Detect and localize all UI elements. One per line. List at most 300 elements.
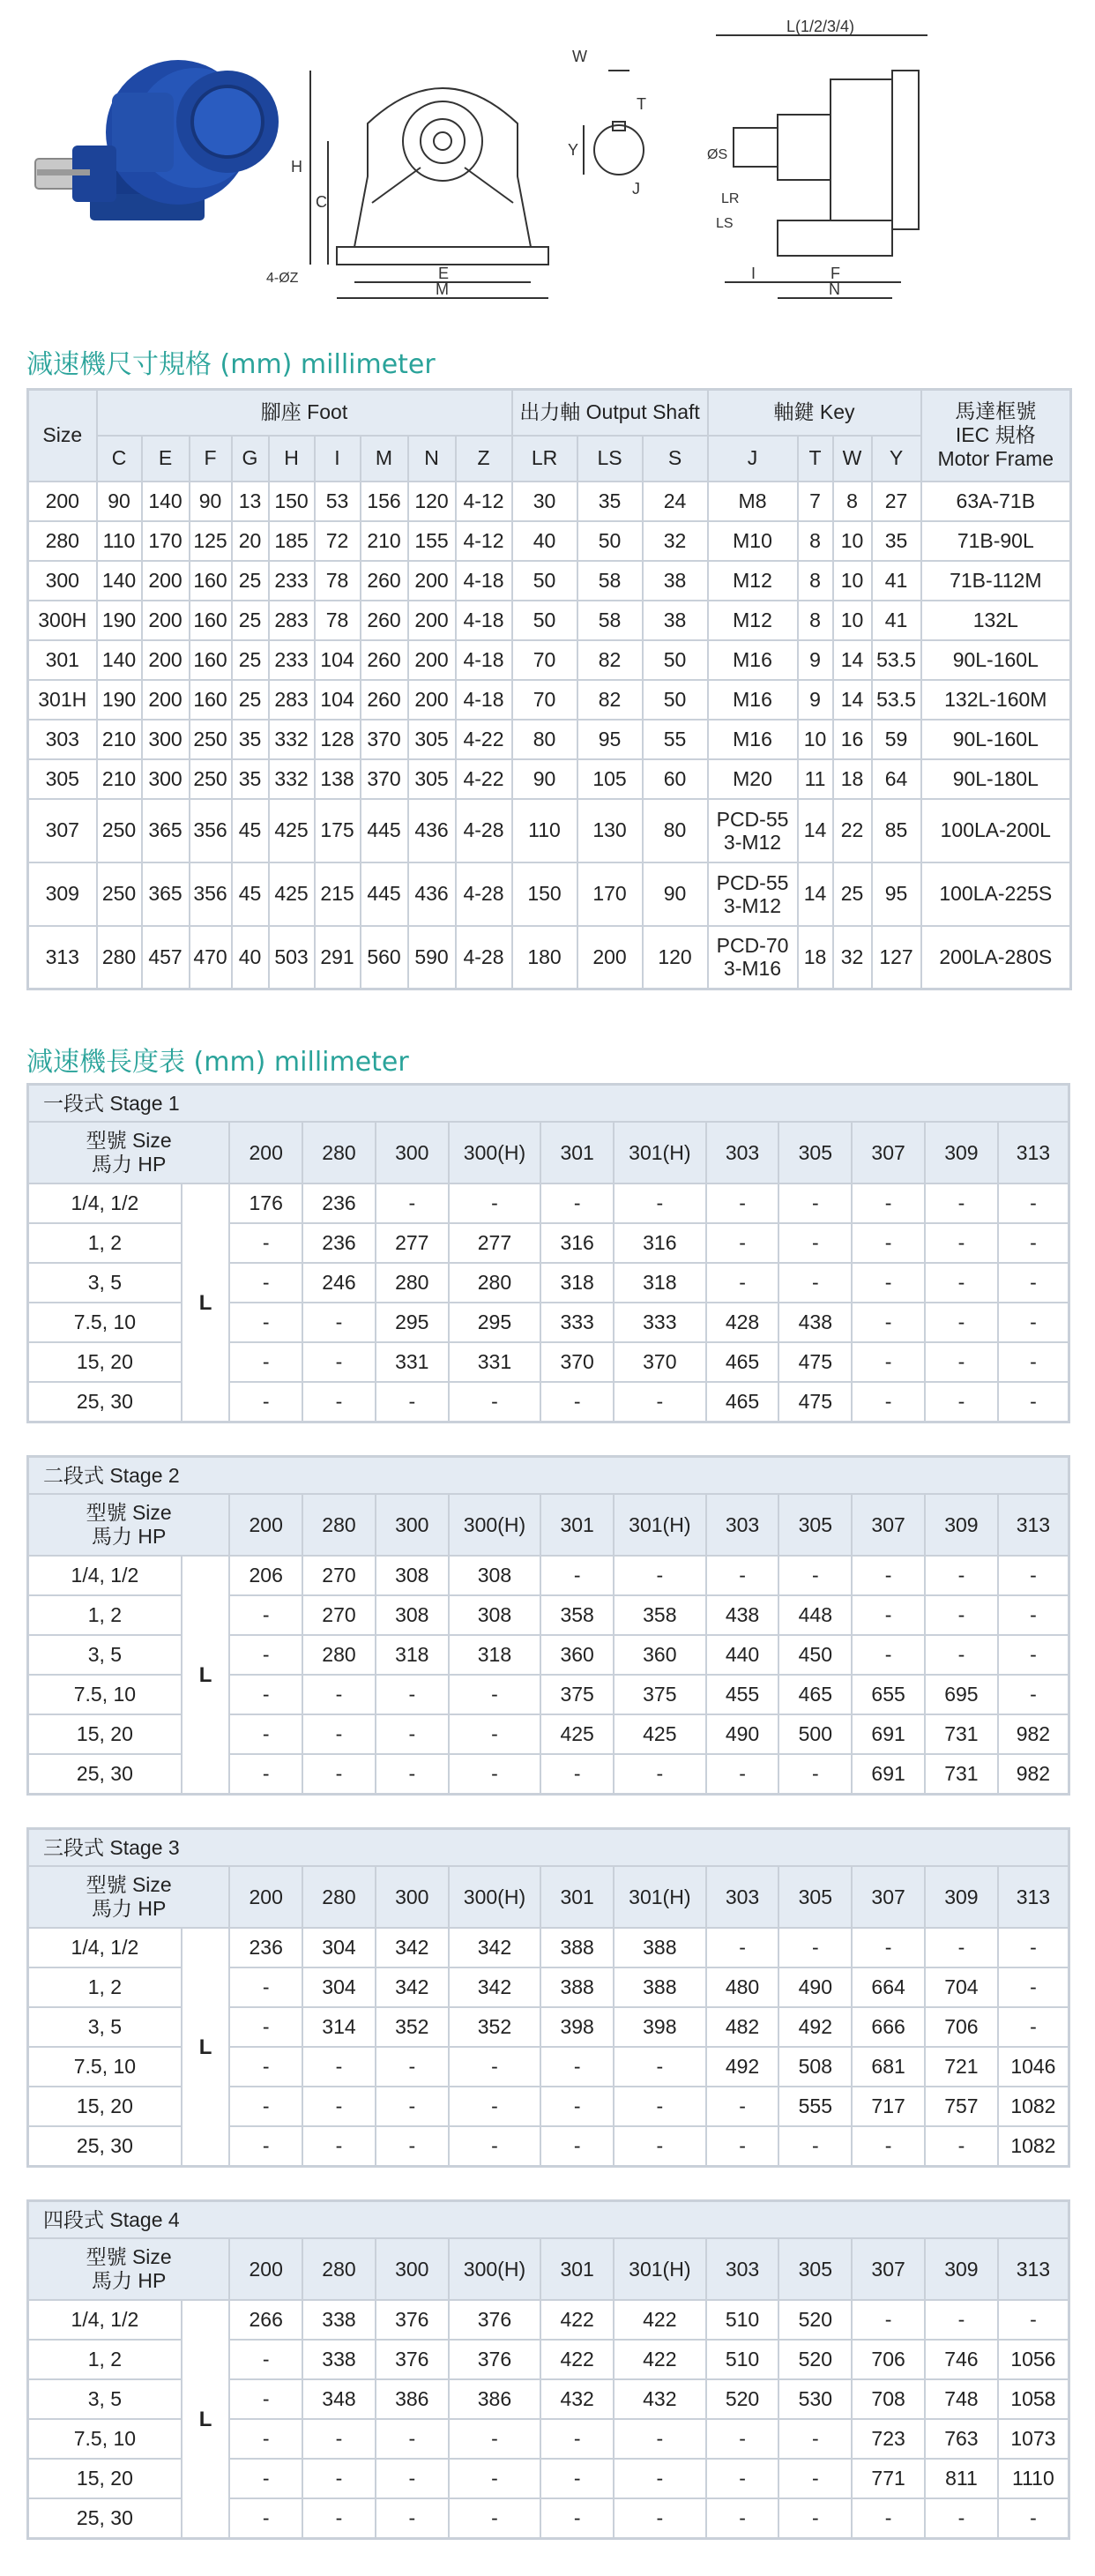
spec-cell: 80 — [643, 799, 708, 862]
length-cell: 360 — [614, 1635, 706, 1675]
stage-label: 三段式 Stage 3 — [28, 1829, 1069, 1867]
spec-cell: 95 — [577, 720, 643, 759]
length-cell: 352 — [376, 2007, 449, 2047]
length-cell: - — [998, 1303, 1069, 1342]
length-cell: 304 — [302, 1967, 376, 2007]
length-cell: - — [229, 2340, 302, 2379]
length-cell: 338 — [302, 2300, 376, 2340]
length-cell: - — [302, 1714, 376, 1754]
length-cell: - — [449, 1382, 541, 1422]
spec-cell: 4-18 — [456, 680, 512, 720]
length-cell: - — [778, 2126, 852, 2167]
length-cell: - — [376, 2087, 449, 2126]
spec-cell: M10 — [708, 521, 798, 561]
length-cell: 664 — [852, 1967, 925, 2007]
spec-cell: 14 — [798, 799, 833, 862]
spec-cell: 110 — [97, 521, 142, 561]
length-row — [28, 1928, 1069, 1967]
length-cell: 455 — [706, 1675, 779, 1714]
length-cell: - — [229, 1967, 302, 2007]
length-cell: - — [302, 1382, 376, 1422]
length-cell: 490 — [778, 1967, 852, 2007]
spec-cell: 305 — [408, 720, 456, 759]
length-cell: 695 — [925, 1675, 998, 1714]
spec-cell: 64 — [872, 759, 921, 799]
length-cell: - — [229, 1754, 302, 1795]
spec-cell: 90 — [97, 482, 142, 521]
length-cell: 308 — [449, 1595, 541, 1635]
spec-cell: 41 — [872, 561, 921, 601]
spec-cell: 200 — [577, 926, 643, 989]
length-cell: - — [706, 1183, 779, 1223]
spec-cell: 356 — [190, 799, 232, 862]
svg-text:C: C — [316, 193, 327, 211]
length-cell: - — [925, 1595, 998, 1635]
length-cell: 666 — [852, 2007, 925, 2047]
length-cell: - — [449, 2087, 541, 2126]
length-cell: 448 — [778, 1595, 852, 1635]
length-cell: - — [449, 1714, 541, 1754]
svg-text:ØS: ØS — [707, 147, 728, 162]
spec-cell: 8 — [798, 521, 833, 561]
spec-cell: 250 — [97, 862, 142, 926]
length-cell: - — [925, 1635, 998, 1675]
length-cell: 748 — [925, 2379, 998, 2419]
spec-cell: 10 — [833, 521, 872, 561]
spec-row — [28, 640, 1071, 680]
spec-column-header: LS — [577, 436, 643, 482]
length-cell: - — [778, 1928, 852, 1967]
spec-column-header: J — [708, 436, 798, 482]
spec-cell: 283 — [269, 601, 315, 640]
spec-column-header: F — [190, 436, 232, 482]
spec-cell: 59 — [872, 720, 921, 759]
length-cell: 465 — [706, 1382, 779, 1422]
spec-cell: 4-18 — [456, 640, 512, 680]
length-cell: 376 — [376, 2300, 449, 2340]
spec-cell: 32 — [833, 926, 872, 989]
spec-cell: 132L-160M — [921, 680, 1071, 720]
length-cell: 348 — [302, 2379, 376, 2419]
spec-cell: 25 — [232, 640, 269, 680]
size-column-header: 280 — [302, 2238, 376, 2300]
spec-cell: 125 — [190, 521, 232, 561]
spec-cell: 140 — [97, 561, 142, 601]
spec-cell: 90L-160L — [921, 720, 1071, 759]
hp-cell: 1, 2 — [28, 2340, 182, 2379]
spec-column-header: T — [798, 436, 833, 482]
svg-text:W: W — [572, 48, 587, 65]
spec-cell: 53.5 — [872, 640, 921, 680]
spec-column-header: H — [269, 436, 315, 482]
spec-cell: 10 — [798, 720, 833, 759]
length-cell: - — [376, 2126, 449, 2167]
length-cell: - — [302, 2047, 376, 2087]
spec-cell: 250 — [190, 759, 232, 799]
spec-cell: M8 — [708, 482, 798, 521]
length-cell: 438 — [706, 1595, 779, 1635]
spec-cell: 457 — [142, 926, 190, 989]
length-cell: 721 — [925, 2047, 998, 2087]
length-cell: 480 — [706, 1967, 779, 2007]
spec-row — [28, 561, 1071, 601]
length-cell: 555 — [778, 2087, 852, 2126]
shaft-end-drawing — [568, 48, 646, 198]
length-cell: - — [925, 1928, 998, 1967]
length-cell: 270 — [302, 1595, 376, 1635]
length-cell: 386 — [449, 2379, 541, 2419]
spec-cell: PCD-70 3-M16 — [708, 926, 798, 989]
spec-cell: 140 — [142, 482, 190, 521]
length-cell: - — [852, 1303, 925, 1342]
spec-cell: 10 — [833, 561, 872, 601]
spec-cell: 104 — [315, 680, 361, 720]
spec-cell: M12 — [708, 561, 798, 601]
length-cell: 316 — [614, 1223, 706, 1263]
spec-cell: 250 — [190, 720, 232, 759]
size-column-header: 300(H) — [449, 2238, 541, 2300]
spec-cell: 190 — [97, 680, 142, 720]
hp-cell: 3, 5 — [28, 2007, 182, 2047]
hp-cell: 25, 30 — [28, 1382, 182, 1422]
size-column-header: 305 — [778, 2238, 852, 2300]
hp-cell: 3, 5 — [28, 1635, 182, 1675]
length-cell: 370 — [540, 1342, 614, 1382]
length-cell: 176 — [229, 1183, 302, 1223]
spec-cell: 70 — [512, 640, 577, 680]
length-cell: 763 — [925, 2419, 998, 2459]
spec-cell: 71B-112M — [921, 561, 1071, 601]
stage-4-length-table — [26, 2199, 1070, 2540]
length-cell: 1073 — [998, 2419, 1069, 2459]
length-cell: 500 — [778, 1714, 852, 1754]
length-cell: 691 — [852, 1714, 925, 1754]
length-cell: - — [998, 1342, 1069, 1382]
hp-cell: 1/4, 1/2 — [28, 1556, 182, 1595]
length-cell: - — [998, 2498, 1069, 2539]
hp-cell: 1, 2 — [28, 1223, 182, 1263]
length-cell: 492 — [706, 2047, 779, 2087]
spec-cell: 8 — [798, 561, 833, 601]
spec-cell: 80 — [512, 720, 577, 759]
spec-cell: 4-18 — [456, 601, 512, 640]
length-cell: - — [998, 1263, 1069, 1303]
length-cell: - — [376, 1675, 449, 1714]
size-column-header: 301(H) — [614, 2238, 706, 2300]
spec-cell: 105 — [577, 759, 643, 799]
size-column-header: 303 — [706, 1494, 779, 1556]
spec-cell: 260 — [361, 601, 408, 640]
length-cell: - — [540, 1382, 614, 1422]
spec-column-header: M — [361, 436, 408, 482]
size-column-header: 301(H) — [614, 1866, 706, 1928]
svg-text:E: E — [438, 265, 450, 282]
length-cell: - — [376, 1382, 449, 1422]
spec-cell: 503 — [269, 926, 315, 989]
spec-size-cell: 301H — [28, 680, 97, 720]
spec-cell: 425 — [269, 799, 315, 862]
length-cell: - — [229, 2047, 302, 2087]
spec-cell: 13 — [232, 482, 269, 521]
length-cell: - — [852, 1382, 925, 1422]
length-cell: 717 — [852, 2087, 925, 2126]
output-shaft-group-header: 出力軸 Output Shaft — [512, 390, 708, 436]
length-cell: 1046 — [998, 2047, 1069, 2087]
spec-row — [28, 720, 1071, 759]
spec-cell: 4-22 — [456, 720, 512, 759]
spec-cell: M16 — [708, 720, 798, 759]
length-cell: 428 — [706, 1303, 779, 1342]
spec-cell: 4-28 — [456, 799, 512, 862]
hp-cell: 7.5, 10 — [28, 2419, 182, 2459]
spec-cell: 72 — [315, 521, 361, 561]
stage-1-length-table — [26, 1083, 1070, 1423]
spec-cell: 445 — [361, 862, 408, 926]
size-column-header: 307 — [852, 1866, 925, 1928]
length-cell: - — [925, 1223, 998, 1263]
length-cell: - — [229, 1223, 302, 1263]
length-cell: 370 — [614, 1342, 706, 1382]
spec-cell: 150 — [512, 862, 577, 926]
length-cell: 681 — [852, 2047, 925, 2087]
spec-cell: 50 — [643, 680, 708, 720]
spec-cell: 35 — [577, 482, 643, 521]
spec-section-title: 減速機尺寸規格 (mm) millimeter — [26, 349, 436, 380]
spec-cell: 233 — [269, 640, 315, 680]
spec-cell: 260 — [361, 680, 408, 720]
size-column-header: 301(H) — [614, 1494, 706, 1556]
length-cell: - — [614, 2498, 706, 2539]
length-cell: - — [852, 1556, 925, 1595]
length-cell: - — [376, 2498, 449, 2539]
size-hp-header: 型號 Size 馬力 HP — [28, 1866, 230, 1928]
spec-cell: 160 — [190, 561, 232, 601]
spec-cell: 10 — [833, 601, 872, 640]
spec-cell: M20 — [708, 759, 798, 799]
spec-row — [28, 799, 1071, 862]
length-cell: - — [852, 2498, 925, 2539]
spec-cell: 436 — [408, 862, 456, 926]
spec-size-cell: 309 — [28, 862, 97, 926]
size-column-header: 303 — [706, 1122, 779, 1183]
length-cell: - — [925, 1382, 998, 1422]
length-cell: - — [706, 2419, 779, 2459]
length-cell: 706 — [852, 2340, 925, 2379]
length-l-label: L — [182, 1928, 229, 2167]
spec-size-cell: 200 — [28, 482, 97, 521]
size-column-header: 301 — [540, 1494, 614, 1556]
svg-text:LS: LS — [716, 216, 734, 231]
spec-cell: 356 — [190, 862, 232, 926]
length-cell: 398 — [614, 2007, 706, 2047]
size-column-header: 301 — [540, 1866, 614, 1928]
length-cell: - — [614, 1754, 706, 1795]
stage-label: 一段式 Stage 1 — [28, 1085, 1069, 1123]
size-hp-header: 型號 Size 馬力 HP — [28, 2238, 230, 2300]
length-cell: 1082 — [998, 2087, 1069, 2126]
length-cell: 358 — [614, 1595, 706, 1635]
length-cell: 376 — [449, 2300, 541, 2340]
length-row — [28, 2300, 1069, 2340]
length-cell: 811 — [925, 2459, 998, 2498]
spec-cell: 200 — [142, 640, 190, 680]
spec-column-header: Y — [872, 436, 921, 482]
length-cell: - — [229, 2379, 302, 2419]
spec-column-header: G — [232, 436, 269, 482]
spec-cell: 170 — [577, 862, 643, 926]
length-cell: 388 — [540, 1967, 614, 2007]
spec-column-header: N — [408, 436, 456, 482]
spec-cell: 260 — [361, 640, 408, 680]
spec-cell: 50 — [577, 521, 643, 561]
spec-cell: 7 — [798, 482, 833, 521]
length-cell: - — [302, 2459, 376, 2498]
length-cell: 295 — [449, 1303, 541, 1342]
length-cell: 308 — [376, 1595, 449, 1635]
spec-cell: 170 — [142, 521, 190, 561]
length-cell: - — [449, 2047, 541, 2087]
length-cell: 510 — [706, 2340, 779, 2379]
spec-size-cell: 303 — [28, 720, 97, 759]
length-cell: - — [778, 1183, 852, 1223]
length-cell: 432 — [614, 2379, 706, 2419]
length-cell: 422 — [614, 2300, 706, 2340]
length-cell: 475 — [778, 1382, 852, 1422]
length-cell: - — [852, 1928, 925, 1967]
spec-row — [28, 601, 1071, 640]
length-cell: - — [925, 1342, 998, 1382]
length-cell: 246 — [302, 1263, 376, 1303]
spec-cell: 291 — [315, 926, 361, 989]
length-cell: 482 — [706, 2007, 779, 2047]
length-cell: - — [998, 1635, 1069, 1675]
length-cell: - — [998, 1223, 1069, 1263]
length-cell: - — [229, 2087, 302, 2126]
length-cell: 318 — [614, 1263, 706, 1303]
spec-row — [28, 482, 1071, 521]
spec-cell: 60 — [643, 759, 708, 799]
length-cell: - — [925, 1556, 998, 1595]
size-column-header: 305 — [778, 1122, 852, 1183]
spec-cell: 20 — [232, 521, 269, 561]
size-header: Size — [28, 390, 97, 482]
spec-size-cell: 313 — [28, 926, 97, 989]
spec-cell: 14 — [798, 862, 833, 926]
svg-text:4-ØZ: 4-ØZ — [266, 271, 299, 286]
spec-cell: 32 — [643, 521, 708, 561]
spec-cell: 110 — [512, 799, 577, 862]
size-hp-header: 型號 Size 馬力 HP — [28, 1494, 230, 1556]
length-cell: 655 — [852, 1675, 925, 1714]
spec-cell: 305 — [408, 759, 456, 799]
length-cell: 375 — [614, 1675, 706, 1714]
spec-cell: 370 — [361, 720, 408, 759]
length-cell: - — [614, 2459, 706, 2498]
svg-text:J: J — [632, 180, 640, 198]
length-cell: 338 — [302, 2340, 376, 2379]
svg-text:Y: Y — [568, 141, 579, 159]
spec-cell: 250 — [97, 799, 142, 862]
size-column-header: 303 — [706, 2238, 779, 2300]
spec-cell: 140 — [97, 640, 142, 680]
spec-cell: 85 — [872, 799, 921, 862]
spec-cell: 90L-180L — [921, 759, 1071, 799]
length-cell: - — [449, 2126, 541, 2167]
length-cell: - — [706, 2126, 779, 2167]
spec-cell: 9 — [798, 640, 833, 680]
length-cell: - — [229, 2498, 302, 2539]
size-column-header: 200 — [229, 1866, 302, 1928]
size-column-header: 280 — [302, 1122, 376, 1183]
length-cell: - — [998, 1556, 1069, 1595]
length-cell: 342 — [449, 1928, 541, 1967]
spec-cell: 18 — [833, 759, 872, 799]
spec-cell: 27 — [872, 482, 921, 521]
spec-cell: 40 — [512, 521, 577, 561]
length-cell: - — [998, 1967, 1069, 2007]
size-column-header: 303 — [706, 1866, 779, 1928]
svg-text:I: I — [751, 265, 756, 282]
length-cell: 422 — [540, 2340, 614, 2379]
spec-column-header: Z — [456, 436, 512, 482]
length-cell: 706 — [925, 2007, 998, 2047]
length-row — [28, 1556, 1069, 1595]
spec-cell: 82 — [577, 640, 643, 680]
length-cell: - — [449, 2498, 541, 2539]
length-cell: - — [302, 1754, 376, 1795]
length-cell: - — [614, 2047, 706, 2087]
spec-cell: 71B-90L — [921, 521, 1071, 561]
size-column-header: 300 — [376, 1494, 449, 1556]
length-cell: 333 — [540, 1303, 614, 1342]
spec-cell: 175 — [315, 799, 361, 862]
length-cell: - — [540, 2126, 614, 2167]
spec-cell: 78 — [315, 601, 361, 640]
length-cell: 1058 — [998, 2379, 1069, 2419]
spec-cell: 138 — [315, 759, 361, 799]
length-cell: 388 — [614, 1928, 706, 1967]
spec-cell: 35 — [872, 521, 921, 561]
spec-cell: 100LA-225S — [921, 862, 1071, 926]
hp-cell: 15, 20 — [28, 2459, 182, 2498]
spec-cell: 156 — [361, 482, 408, 521]
spec-cell: 90 — [512, 759, 577, 799]
length-cell: - — [540, 2087, 614, 2126]
spec-cell: 8 — [833, 482, 872, 521]
size-column-header: 309 — [925, 1122, 998, 1183]
spec-cell: 55 — [643, 720, 708, 759]
length-cell: - — [229, 1675, 302, 1714]
length-cell: - — [302, 2087, 376, 2126]
length-cell: - — [229, 1342, 302, 1382]
spec-cell: 24 — [643, 482, 708, 521]
length-cell: - — [706, 1263, 779, 1303]
stage-2-length-table — [26, 1455, 1070, 1796]
hp-cell: 25, 30 — [28, 2498, 182, 2539]
spec-cell: 180 — [512, 926, 577, 989]
spec-cell: PCD-55 3-M12 — [708, 799, 798, 862]
spec-cell: 200 — [408, 601, 456, 640]
hp-cell: 1/4, 1/2 — [28, 1928, 182, 1967]
length-cell: 266 — [229, 2300, 302, 2340]
spec-cell: 280 — [97, 926, 142, 989]
spec-cell: 100LA-200L — [921, 799, 1071, 862]
length-cell: 475 — [778, 1342, 852, 1382]
length-cell: - — [229, 1303, 302, 1342]
length-cell: - — [229, 2419, 302, 2459]
size-column-header: 307 — [852, 2238, 925, 2300]
spec-cell: 200 — [142, 680, 190, 720]
